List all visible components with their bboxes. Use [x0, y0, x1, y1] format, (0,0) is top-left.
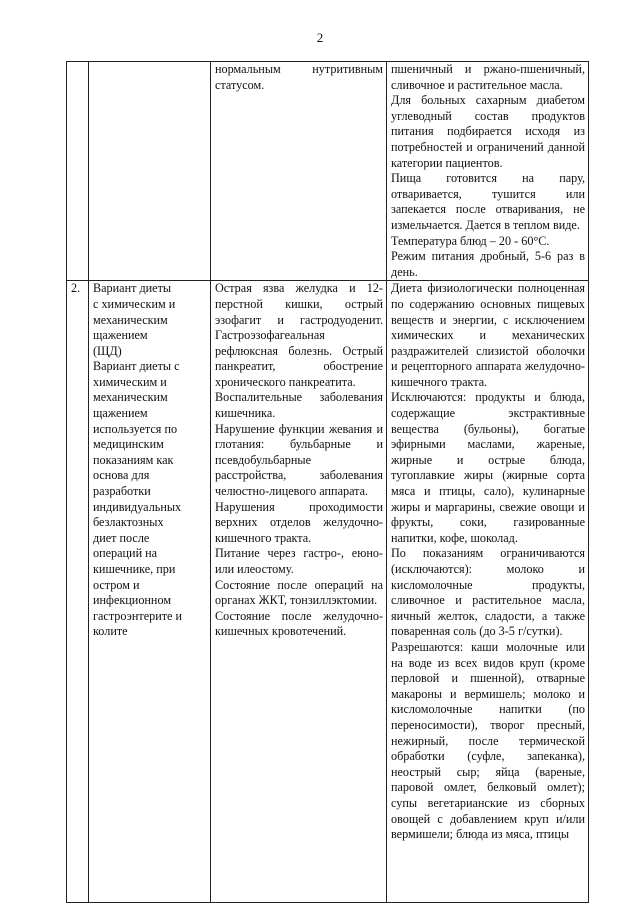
- diet-name-line: механическим: [93, 312, 168, 327]
- diet-name-line: Вариант диеты: [93, 281, 172, 296]
- diet-name-line: безлактозных: [93, 515, 164, 530]
- cell-name-continued: [89, 62, 211, 281]
- diet-name-line: колите: [93, 624, 128, 639]
- cell-num-continued: [67, 62, 89, 281]
- table-row-2: [67, 281, 589, 903]
- diet-name-line: основа для: [93, 468, 150, 483]
- diet-name-line: показаниям как: [93, 452, 174, 467]
- indication-text: нормальным нутритивным статусом.: [215, 62, 383, 92]
- characteristic-paragraph: Для больных сахарным диабетом углеводный состав продуктов питания подбирается исходя из потребностей и ограничений данной категории пациентов.: [391, 93, 585, 170]
- diet-name-line: инфекционном: [93, 593, 172, 608]
- characteristic-paragraph: Разрешаются: каши молочные или на воде из всех видов круп (кроме перловой и пшенной), отварные макароны и вермишель; молоко и кисломолочные напитки (по переносимости), творог пресный, нежирный, после термической обработки (суфле, запеканка), неострый сыр; яйца (вареные, паровой омлет, белковый омлет); супы вегетарианские из сборных овощей с добавлением круп и/или вермишели; блюда из мяса, птицы: [391, 639, 585, 842]
- diet-name-line: кишечнике, при: [93, 562, 176, 576]
- diet-name-line: остром и: [93, 577, 140, 592]
- diet-name-line: Вариант диеты с: [93, 359, 180, 374]
- diet-name-line: операций на: [93, 546, 158, 561]
- cell-characteristics-continued: [387, 62, 589, 281]
- characteristic-paragraph: Диета физиологически полноценная по содержанию основных пищевых веществ и энергии, с исключением химических и механических раздражителей слизистой оболочки и рецепторного аппарата желудочно-кишечного тракта.: [391, 281, 585, 389]
- diet-name-line: (ЩД): [93, 343, 122, 358]
- characteristic-paragraph: Режим питания дробный, 5-6 раз в день.: [391, 249, 585, 279]
- indication-paragraph: Нарушение функции жевания и глотания: бульбарные и псевдобульбарные расстройства, заболевания челюстно-лицевого аппарата.: [215, 421, 383, 499]
- cell-name-2: [89, 281, 211, 903]
- characteristic-paragraph: пшеничный и ржано-пшеничный, сливочное и растительное масла.: [391, 62, 585, 92]
- indication-paragraph: Воспалительные заболевания кишечника.: [215, 390, 383, 421]
- diet-name-line: медицинским: [93, 437, 164, 452]
- characteristic-paragraph: Исключаются: продукты и блюда, содержащие экстрактивные вещества (бульоны), богатые эфирными маслами, жареные, жирные и острые блюда, тугоплавкие жиры (жирные сорта мяса и птицы, сало), кулинарные жиры и маргарины, свежие овощи и фрукты, соки, газированные напитки, кофе, шоколад.: [391, 390, 585, 545]
- page-number: 2: [316, 30, 324, 45]
- diet-name-line: химическим и: [93, 374, 167, 389]
- indication-paragraph: Состояние после операций на органах ЖКТ, тонзиллэктомии.: [215, 577, 383, 608]
- diet-name-line: механическим: [93, 390, 168, 405]
- diet-name-line: с химическим и: [93, 296, 176, 311]
- characteristic-paragraph: Температура блюд – 20 - 60°С.: [391, 233, 550, 248]
- indication-paragraph: Острая язва желудка и 12-перстной кишки, острый эзофагит и гастродуоденит. Гастроэзофагеальная рефлюксная болезнь. Острый панкреатит, обострение хронического панкреатита.: [215, 281, 383, 389]
- diet-table: [66, 61, 589, 903]
- diet-name-line: гастроэнтерите и: [93, 608, 183, 623]
- indication-paragraph: Питание через гастро-, еюно- или илеостому.: [215, 546, 383, 576]
- table-row-continued: [67, 62, 589, 281]
- diet-name-line: используется по: [93, 421, 178, 436]
- cell-indications-2: [211, 281, 387, 903]
- diet-name-line: щажением: [93, 406, 148, 421]
- diet-name-line: разработки: [93, 484, 151, 499]
- diet-name-line: щажением: [93, 328, 148, 343]
- cell-indication-continued: [211, 62, 387, 281]
- cell-num-2: 2.: [67, 281, 89, 903]
- characteristic-paragraph: Пища готовится на пару, отваривается, тушится или запекается после отваривания, не измельчается. Дается в теплом виде.: [391, 171, 585, 232]
- indication-paragraph: Состояние после желудочно-кишечных кровотечений.: [215, 608, 383, 639]
- diet-name-line: диет после: [93, 530, 150, 545]
- diet-name-line: индивидуальных: [93, 499, 182, 514]
- characteristic-paragraph: По показаниям ограничиваются (исключаются): молоко и кисломолочные продукты, сливочное и растительное масла, яичный желток, сладости, а также поваренная соль (до 3-5 г/сутки).: [391, 546, 585, 639]
- cell-characteristics-2: [387, 281, 589, 903]
- indication-paragraph: Нарушения проходимости верхних отделов желудочно-кишечного тракта.: [215, 499, 383, 545]
